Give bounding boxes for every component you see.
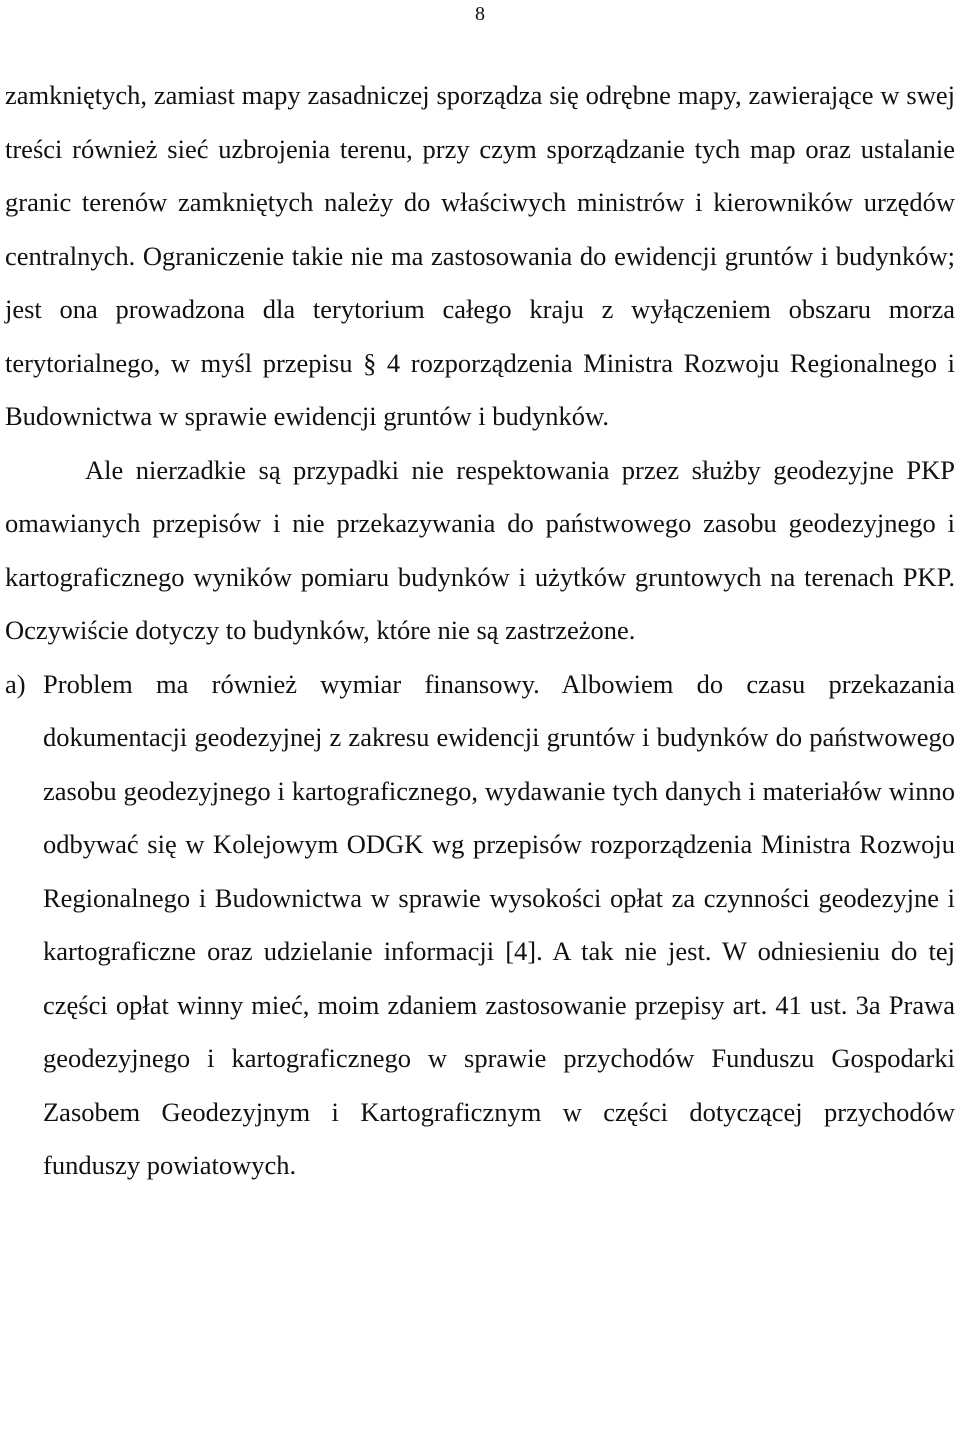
list-item [5, 658, 955, 1193]
list-item-text: Problem ma również wymiar finansowy. Albowiem do czasu przekazania dokumentacji geodezyjnej z zakresu ewidencji gruntów i budynków do państwowego zasobu geodezyjnego i kartograficznego, wydawanie tych danych i materiałów winno odbywać się w Kolejowym ODGK wg przepisów rozporządzenia Ministra Rozwoju Regionalnego i Budownictwa w sprawie wysokości opłat za czynności geodezyjne i kartograficzne oraz udzielanie informacji [4]. A tak nie jest. W odniesieniu do tej części opłat winny mieć, moim zdaniem zastosowanie przepisy art. 41 ust. 3a Prawa geodezyjnego i kartograficznego w sprawie przychodów Funduszu Gospodarki Zasobem Geodezyjnym i Kartograficznym w części dotyczącej przychodów funduszy powiatowych. [43, 668, 955, 1180]
paragraph: Ale nierzadkie są przypadki nie respektowania przez służby geodezyjne PKP omawianych przepisów i nie przekazywania do państwowego zasobu geodezyjnego i kartograficznego wyników pomiaru budynków i użytków gruntowych na terenach PKP. Oczywiście dotyczy to budynków, które nie są zastrzeżone. [5, 454, 955, 645]
list-marker: a) [5, 668, 26, 699]
document-body [5, 69, 955, 1193]
paragraph: zamkniętych, zamiast mapy zasadniczej sporządza się odrębne mapy, zawierające w swej treści również sieć uzbrojenia terenu, przy czym sporządzanie tych map oraz ustalanie granic terenów zamkniętych należy do właściwych ministrów i kierowników urzędów centralnych. Ograniczenie takie nie ma zastosowania do ewidencji gruntów i budynków; jest ona prowadzona dla terytorium całego kraju z wyłączeniem obszaru morza terytorialnego, w myśl przepisu § 4 rozporządzenia Ministra Rozwoju Regionalnego i Budownictwa w sprawie ewidencji gruntów i budynków. [5, 80, 955, 431]
page-number: 8 [475, 3, 485, 25]
